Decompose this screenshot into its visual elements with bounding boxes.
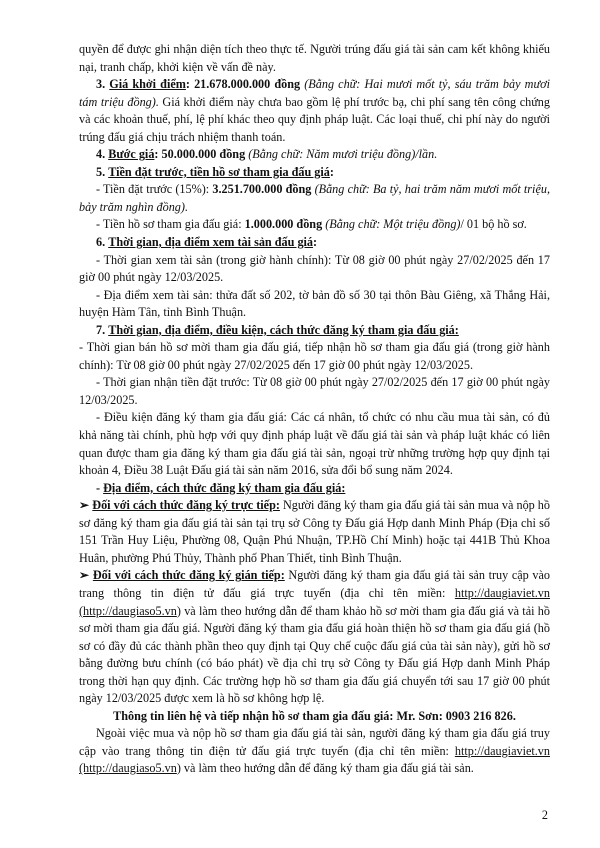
intro-paragraph: quyền để được ghi nhận diện tích theo thực tế. Người trúng đấu giá tài sản cam kết không khiếu nại, tranh chấp, khởi kiện về vấn đề này. [79,42,550,74]
starting-price-notes: Giá khởi điểm này chưa bao gồm lệ phí trước bạ, chi phí sang tên công chứng và các khoản thuế, phí, lệ phí khác theo quy định pháp luật. Các loại thuế, chi phí này do người trúng đấu giá chịu trách nhiệm thanh toán. [79,94,550,144]
viewing-place-paragraph: - Địa điểm xem tài sản: thửa đất số 202, tờ bản đồ số 30 tại thôn Bàu Giêng, xã Thắng Hải, huyện Hàm Tân, tỉnh Bình Thuận. [79,287,550,320]
price-step-paragraph [79,146,550,164]
method-heading-dash: - [96,480,104,495]
section-6-colon: : [313,235,318,250]
deposit-label: - Tiền đặt trước (15%): [96,182,213,197]
deposit-in-words: (Bằng chữ: Ba tỷ, hai trăm năm mươi mốt triệu, bảy trăm nghìn đồng). [79,182,550,214]
section-6-title: Thời gian, địa điểm xem tài sản đấu giá [108,235,314,250]
starting-price-paragraph [79,76,550,146]
section-7-number: 7. [96,322,106,337]
closing-text-1: Ngoài việc mua và nộp hồ sơ tham gia đấu giá tài sản, người đăng ký tham gia đấu giá truy cập vào trang thông tin điện tử đấu giá trực tuyến (địa chỉ tên miền: [79,726,550,758]
dossier-fee-tail: / 01 bộ hồ sơ. [460,217,527,232]
daugiaviet-link-footer[interactable]: http://daugiaviet.vn [454,743,550,758]
section-6-number: 6. [96,235,106,250]
daugiaso5-link-footer[interactable]: (http://daugiaso5.vn [79,761,177,776]
section-5-title: Tiền đặt trước, tiền hồ sơ tham gia đấu giá [108,164,330,179]
viewing-time-paragraph: - Thời gian xem tài sản (trong giờ hành chính): Từ 08 giờ 00 phút ngày 27/02/2025 đến 17 giờ 00 phút ngày 12/03/2025. [79,252,550,285]
section-3-number: 3. [96,77,106,92]
direct-registration-label: Đối với cách thức đăng ký trực tiếp: [92,498,280,513]
section-7-heading [79,322,550,340]
daugiaviet-link[interactable]: http://daugiaviet.vn [454,585,550,600]
indirect-registration-label: Đối với cách thức đăng ký gián tiếp: [92,568,285,583]
section-4-number: 4. [96,147,106,162]
direct-registration-paragraph [79,497,550,567]
contact-info: Thông tin liên hệ và tiếp nhận hồ sơ tham gia đấu giá: Mr. Sơn: 0903 216 826. [113,708,516,723]
indirect-registration-text-2: ) và làm theo hướng dẫn để tham khảo hồ sơ mời tham gia đấu giá và tải hồ sơ mời tham gia đấu giá. Người đăng ký tham gia đấu giá hoàn thiện hồ sơ tham gia đấu giá (hồ sơ có đầy đủ các thành phần theo quy định tại Quy chế cuộc đấu giá của tài sản này), gửi hồ sơ bằng đường bưu chính (có báo phát) về địa chỉ trụ sở Công ty Đấu giá Hợp danh Minh Pháp trong thời hạn quy định. Các trường hợp hồ sơ tham gia đấu giá chuyển tới sau 17 giờ 00 phút ngày 12/03/2025 được xem là hồ sơ không hợp lệ. [79,603,550,706]
document-body [79,41,550,778]
section-7-title: Thời gian, địa điểm, điều kiện, cách thức đăng ký tham gia đấu giá: [108,322,459,337]
arrow-right-icon: ➢ [79,568,93,583]
section-4-title: Bước giá [108,147,155,162]
price-step-in-words: (Bằng chữ: Năm mươi triệu đồng)/lần. [245,147,438,162]
section-3-title: Giá khởi điểm [109,77,186,92]
closing-text-2: ) và làm theo hướng dẫn để đăng ký tham gia đấu giá tài sản. [176,761,474,776]
dossier-fee-label: - Tiền hồ sơ tham gia đấu giá: [96,217,245,232]
sale-time-paragraph: - Thời gian bán hồ sơ mời tham gia đấu giá, tiếp nhận hồ sơ tham gia đấu giá (trong giờ hành chính): Từ 08 giờ 00 phút ngày 27/02/2025 đến 17 giờ 00 phút ngày 12/03/2025. [79,340,550,372]
method-heading-paragraph [79,480,550,498]
section-6-heading [79,234,550,252]
deposit-time-paragraph: - Thời gian nhận tiền đặt trước: Từ 08 giờ 00 phút ngày 27/02/2025 đến 17 giờ 00 phút ngày 12/03/2025. [79,375,550,407]
page-number: 2 [541,808,548,822]
section-5-colon: : [329,164,334,179]
method-heading: Địa điểm, cách thức đăng ký tham gia đấu giá: [103,480,346,495]
section-5-number: 5. [96,164,106,179]
deposit-value: 3.251.700.000 đồng [212,182,312,197]
indirect-registration-text-1: Người đăng ký tham gia đấu giá tài sản truy cập vào trang thông tin điện tử đấu giá trực tuyến (địa chỉ tên miền: [79,568,551,600]
starting-price-in-words: (Bằng chữ: Hai mươi mốt tỷ, sáu trăm bảy mươi tám triệu đồng). [79,77,550,109]
section-5-heading [79,164,550,182]
deposit-paragraph [79,181,550,216]
indirect-registration-paragraph [79,567,550,707]
price-step-value: : 50.000.000 đồng [154,147,246,162]
daugiaso5-link[interactable]: (http://daugiaso5.vn [79,603,177,618]
starting-price-value: : 21.678.000.000 đồng [185,77,301,92]
arrow-right-icon: ➢ [79,498,93,513]
conditions-paragraph: - Điều kiện đăng ký tham gia đấu giá: Các cá nhân, tổ chức có nhu cầu mua tài sản, có đủ khả năng tài chính, phù hợp với quy định pháp luật về đấu giá tài sản và pháp luật khác có liên quan được tham gia đăng ký tham gia đấu giá tài sản, ngoại trừ những trường hợp quy định tại khoản 4, Điều 38 Luật Đấu giá tài sản năm 2016, sửa đổi bổ sung năm 2024. [79,410,550,478]
closing-paragraph [79,725,550,778]
dossier-fee-paragraph [79,216,550,234]
dossier-fee-value: 1.000.000 đồng [244,217,323,232]
direct-registration-text: Người đăng ký tham gia đấu giá tài sản mua và nộp hồ sơ đăng ký tham gia đấu giá tài sản tại trụ sở Công ty Đấu giá Hợp danh Minh Pháp (Địa chỉ số 151 Trần Huy Liệu, Phường 08, Quận Phú Nhuận, TP.Hồ Chí Minh) hoặc tại 441B Thủ Khoa Huân, phường Phú Thủy, Thành phố Phan Thiết, tỉnh Bình Thuận. [79,498,550,565]
dossier-fee-in-words: (Bằng chữ: Một triệu đồng) [322,217,461,232]
